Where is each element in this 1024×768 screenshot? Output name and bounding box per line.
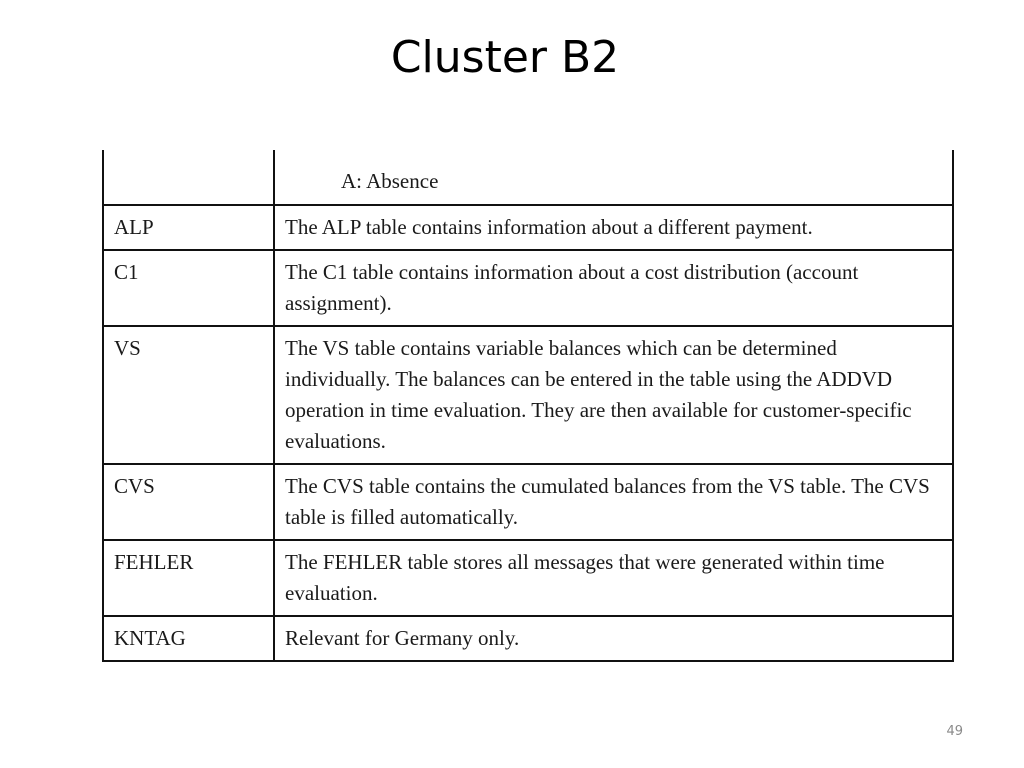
table-row: [103, 205, 953, 250]
row-value-cell: The FEHLER table stores all messages that were generated within time evaluation.: [274, 540, 953, 616]
row-key-cell: ALP: [103, 205, 274, 250]
row-value-cell: The ALP table contains information about a different payment.: [274, 205, 953, 250]
table-row: [103, 616, 953, 661]
cluster-table: [102, 150, 954, 662]
row-key-cell: KNTAG: [103, 616, 274, 661]
row-value-cell: Relevant for Germany only.: [274, 616, 953, 661]
table-header-value-cell: A: Absence: [274, 150, 953, 205]
table-header-row: [103, 150, 953, 205]
table-row: [103, 464, 953, 540]
table-row: [103, 326, 953, 464]
table-header-key-cell: [103, 150, 274, 205]
row-key-cell: CVS: [103, 464, 274, 540]
slide-title: Cluster B2: [390, 32, 620, 83]
table-row: [103, 540, 953, 616]
cluster-table-container: [102, 150, 952, 662]
row-value-cell: The CVS table contains the cumulated balances from the VS table. The CVS table is filled automatically.: [274, 464, 953, 540]
row-value-cell: The C1 table contains information about a cost distribution (account assignment).: [274, 250, 953, 326]
row-key-cell: FEHLER: [103, 540, 274, 616]
page-number: 49: [946, 724, 963, 739]
row-key-cell: C1: [103, 250, 274, 326]
table-row: [103, 250, 953, 326]
row-value-cell: The VS table contains variable balances which can be determined individually. The balances can be entered in the table using the ADDVD operation in time evaluation. They are then available for customer-specific evaluations.: [274, 326, 953, 464]
row-key-cell: VS: [103, 326, 274, 464]
